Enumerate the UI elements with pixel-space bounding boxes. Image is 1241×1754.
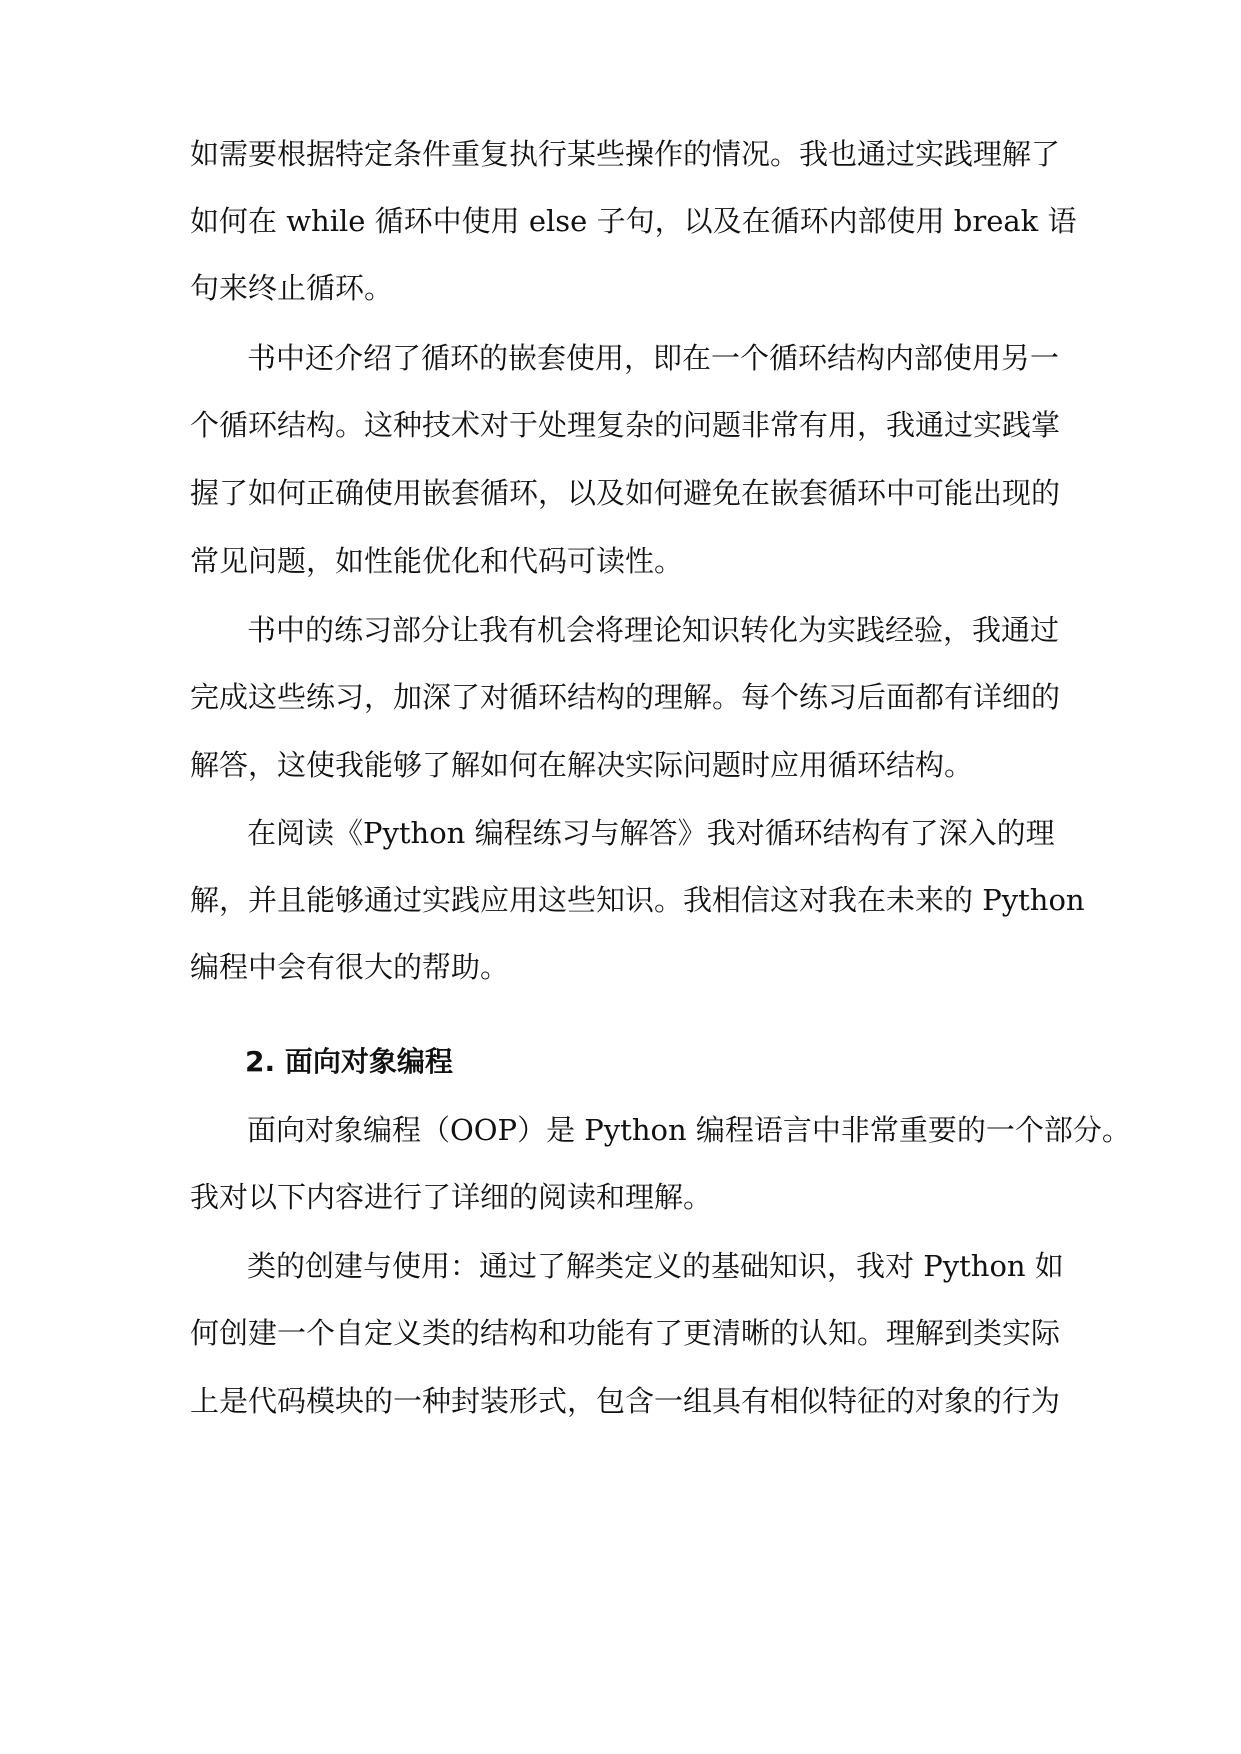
document-page: 如需要根据特定条件重复执行某些操作的情况。我也通过实践理解了 如何在 while 循环中使用 else 子句，以及在循环内部使用 break 语 句来终止循环。 书中还介绍了循环的嵌套使用，即在一个循环结构内部使用另一 个循环结构。这种技术对于处理复杂的问题非常有用，我通过实践掌 握了如何正确使用嵌套循环，以及如何避免在嵌套循环中可能出现的 常见问题，如性能优化和代码可读性。 书中的练习部分让我有机会将理论知识转化为实践经验，我通过 完成这些练习，加深了对循环结构的理解。每个练习后面都有详细的 解答，这使我能够了解如何在解决实际问题时应用循环结构。 在阅读《Python 编程练习与解答》我对循环结构有了深入的理 解，并且能够通过实践应用这些知识。我相信这对我在未来的 Python 编程中会有很大的帮助。 2. 面向对象编程 面向对象编程（OOP）是 Python 编程语言中非常重要的一个部分。 我对以下内容进行了详细的阅读和理解。 类的创建与使用：通过了解类定义的基础知识，我对 Python 如 何创建一个自定义类的结构和功能有了更清晰的认知。理解到类实际 上是代码模块的一种封装形式，包含一组具有相似特征的对象的行为 <box>0 0 1241 1754</box>
section-heading: 2. 面向对象编程 <box>245 1045 453 1078</box>
